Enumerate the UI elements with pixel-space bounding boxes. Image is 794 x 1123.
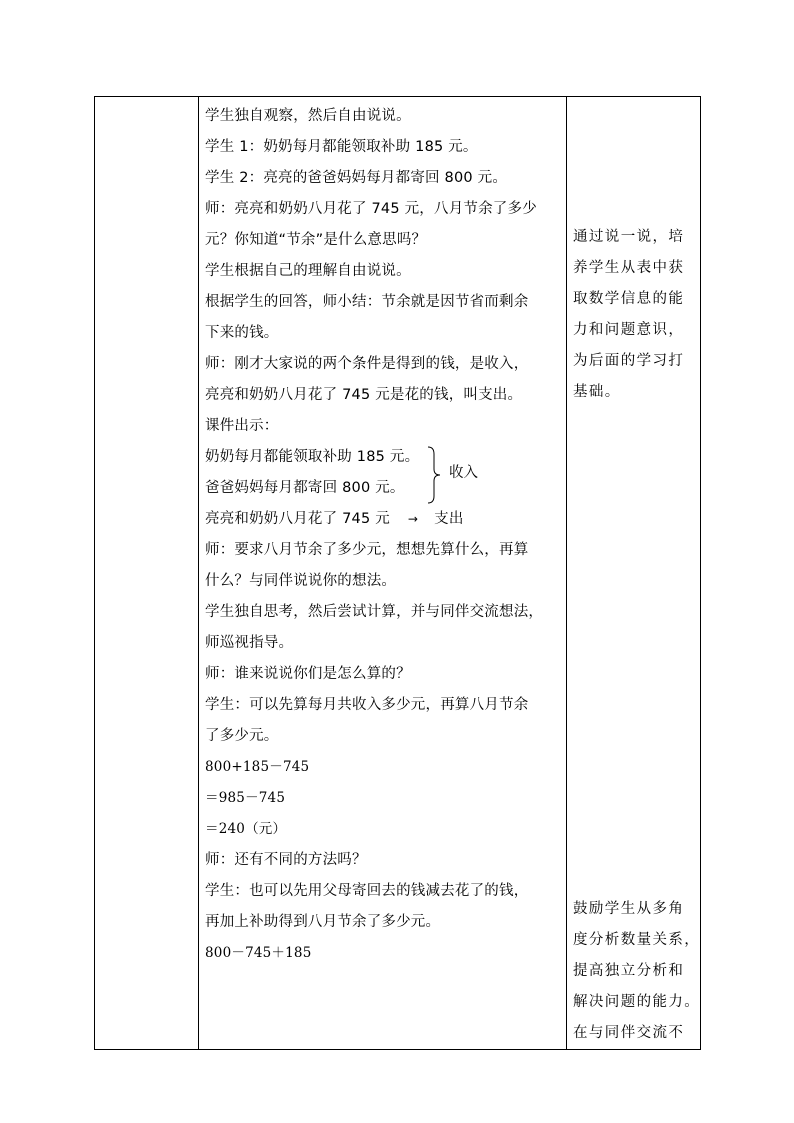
table-row [95,97,701,1050]
note-line: 通过说一说，培 [573,229,685,245]
income-line-parents: 爸爸妈妈每月都寄回 800 元。 [205,480,405,496]
activity-line: 学生独自观察，然后自由说说。 [205,108,411,124]
expense-label: 支出 [434,511,464,527]
income-label: 收入 [449,465,478,481]
note-line: 度分析数量关系， [573,932,701,948]
note-line: 力和问题意识， [573,322,685,338]
design-notes [567,222,700,1049]
note-line: 提高独立分析和 [573,963,685,979]
arrow-right-icon: → [407,512,419,526]
expense-line [205,504,566,535]
activity-line: 师：亮亮和奶奶八月花了 745 元，八月节余了多少 [205,201,537,217]
activity-line: 师：刚才大家说的两个条件是得到的钱，是收入， [205,356,529,372]
design-note-2 [573,894,700,1049]
activity-text [199,97,566,969]
activity-line: 学生：也可以先用父母寄回去的钱减去花了的钱， [205,883,529,899]
activity-line: 学生：可以先算每月共收入多少元，再算八月节余 [205,697,529,713]
activity-line: 师：谁来说说你们是怎么算的？ [205,666,411,682]
activity-line: 什么？与同伴说说你的想法。 [205,573,397,589]
note-line: 在与同伴交流不 [573,1025,685,1041]
income-line-subsidy: 奶奶每月都能领取补助 185 元。 [205,449,420,465]
calc-line: ＝240（元） [205,821,287,837]
note-line: 为后面的学习打 [573,353,685,369]
activity-line: 师：要求八月节余了多少元，想想先算什么，再算 [205,542,529,558]
note-line: 取数学信息的能 [573,291,685,307]
note-line: 鼓励学生从多角 [573,901,685,917]
activity-line: 师：还有不同的方法吗？ [205,852,367,868]
note-line: 养学生从表中获 [573,260,685,276]
activity-line: 学生 2：亮亮的爸爸妈妈每月都寄回 800 元。 [205,170,508,186]
calc-line: 800－745＋185 [205,945,312,961]
activity-line: 学生根据自己的理解自由说说。 [205,263,411,279]
activity-column-cell [199,97,567,1050]
activity-line: 再加上补助得到八月节余了多少元。 [205,914,441,930]
section-column-cell [95,97,199,1050]
income-brace-group [205,442,566,504]
design-note-1 [573,222,700,408]
design-intent-column-cell [567,97,701,1050]
activity-line: 学生独自思考，然后尝试计算，并与同伴交流想法， [205,604,544,620]
lesson-table [94,96,701,1050]
note-line: 基础。 [573,384,621,400]
activity-line: 亮亮和奶奶八月花了 745 元是花的钱，叫支出。 [205,387,523,403]
activity-line: 根据学生的回答，师小结：节余就是因节省而剩余 [205,294,529,310]
activity-line: 学生 1：奶奶每月都能领取补助 185 元。 [205,139,478,155]
activity-line: 元？你知道“节余”是什么意思吗？ [205,232,427,248]
right-brace-icon [427,446,441,504]
activity-line: 了多少元。 [205,728,279,744]
calc-line: ＝985－745 [205,790,286,806]
activity-line: 课件出示： [205,418,279,434]
note-line: 解决问题的能力。 [573,994,701,1010]
expense-text: 亮亮和奶奶八月花了 745 元 [205,511,390,527]
activity-line: 师巡视指导。 [205,635,294,651]
calc-line: 800+185－745 [205,759,310,775]
activity-line: 下来的钱。 [205,325,279,341]
